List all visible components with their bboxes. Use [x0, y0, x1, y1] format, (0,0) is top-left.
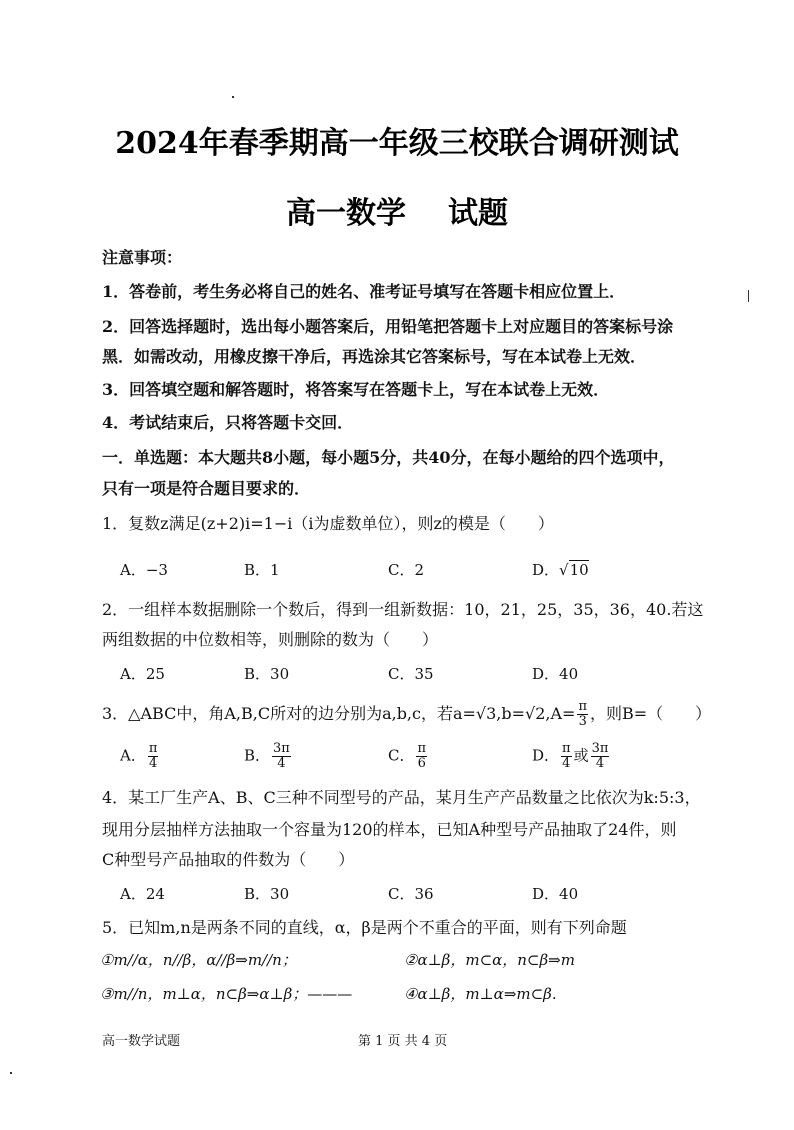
- subject-label: 高一数学: [286, 196, 406, 231]
- q3-option-b: B． $\frac{3\pi}{4}$: [244, 741, 290, 771]
- scan-speck: [10, 1072, 12, 1074]
- footer-page-number: 第 1 页 共 4 页: [358, 1034, 448, 1049]
- q4-option-d: D．40: [532, 885, 579, 903]
- question-4-stem-cont: 现用分层抽样方法抽取一个容量为120的样本，已知A种型号产品抽取了24件，则: [102, 820, 677, 839]
- paper-label: 试题: [448, 196, 508, 231]
- q2-option-a: A．25: [120, 665, 165, 683]
- notice-item-3: 3．回答填空题和解答题时，将答案写在答题卡上，写在本试卷上无效．: [102, 380, 610, 399]
- q2-option-d: D．40: [532, 665, 579, 683]
- q1-option-a: A．−3: [120, 561, 168, 579]
- question-5-stem: 5．已知m,n是两条不同的直线，α，β是两个不重合的平面，则有下列命题: [102, 918, 627, 937]
- question-4-stem: 4．某工厂生产A、B、C三种不同型号的产品，某月生产产品数量之比依次为k:5:3，: [102, 788, 701, 807]
- notice-item-2: 2．回答选择题时，选出每小题答案后，用铅笔把答题卡上对应题目的答案标号涂: [102, 317, 674, 336]
- exam-subtitle: [0, 188, 794, 232]
- question-2-stem-cont: 两组数据的中位数相等，则删除的数为（ ）: [102, 630, 439, 649]
- q5-proposition-3: ③m//n，m⊥α，n⊂β⇒α⊥β；———: [100, 985, 353, 1003]
- scan-speck: [232, 96, 234, 98]
- q3-option-c: C． $\frac{\pi}{6}$: [388, 741, 427, 771]
- exam-title: 2024年春季期高一年级三校联合调研测试: [115, 126, 679, 161]
- q2-option-c: C．35: [388, 665, 434, 683]
- q5-proposition-4: ④α⊥β，m⊥α⇒m⊂β.: [404, 985, 557, 1003]
- notice-item-1: 1．答卷前，考生务必将自己的姓名、准考证号填写在答题卡相应位置上．: [102, 282, 626, 301]
- q5-proposition-2: ②α⊥β，m⊂α，n⊂β⇒m: [404, 951, 575, 969]
- q1-option-b: B．1: [244, 561, 280, 579]
- q1-option-d: D．√10: [532, 561, 589, 579]
- question-2-stem: 2．一组样本数据删除一个数后，得到一组新数据：10，21，25，35，36，40.若这: [102, 600, 704, 619]
- footer-subject: 高一数学试题: [102, 1034, 181, 1049]
- q5-proposition-1: ①m//α，n//β，α//β⇒m//n；: [100, 951, 297, 969]
- question-1-stem: 1．复数z满足(z+2)i=1−i（i为虚数单位），则z的模是（ ）: [102, 514, 554, 533]
- q4-option-b: B．30: [244, 885, 290, 903]
- q1-option-c: C．2: [388, 561, 425, 579]
- q4-option-c: C．36: [388, 885, 434, 903]
- section-heading-cont: 只有一项是符合题目要求的．: [102, 479, 311, 498]
- scan-speck: [748, 290, 749, 302]
- question-3-stem: 3．△ABC中，角A,B,C所对的边分别为a,b,c，若a=√3,b=√2,A= $\frac{\pi}{3}$ ，则B=（ ）: [102, 699, 712, 729]
- notice-item-2-cont: 黑．如需改动，用橡皮擦干净后，再选涂其它答案标号，写在本试卷上无效．: [102, 347, 647, 366]
- q3-stem-fraction: $\frac{\pi}{3}$: [578, 699, 588, 729]
- q3-option-a: A． $\frac{\pi}{4}$: [120, 741, 158, 771]
- section-heading: 一．单选题：本大题共8小题，每小题5分，共40分，在每小题给的四个选项中，: [102, 448, 675, 467]
- q4-option-a: A．24: [120, 885, 165, 903]
- question-4-stem-end: C种型号产品抽取的件数为（ ）: [102, 850, 355, 869]
- notice-item-4: 4．考试结束后，只将答题卡交回．: [102, 413, 354, 432]
- q2-option-b: B．30: [244, 665, 290, 683]
- q1-option-d-root: 10: [569, 561, 589, 579]
- notice-heading: 注意事项：: [102, 248, 183, 267]
- q3-option-d: D． $\frac{\pi}{4}$ 或 $\frac{3\pi}{4}$: [532, 741, 609, 771]
